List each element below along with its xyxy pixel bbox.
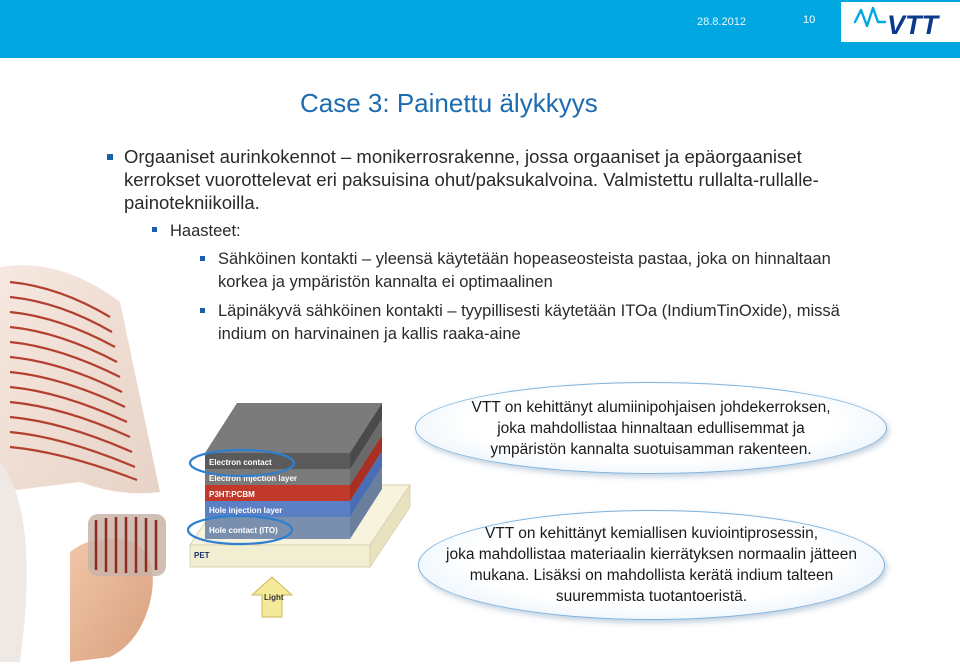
bullet-list [100, 145, 860, 346]
header-bar [0, 0, 960, 58]
layer-electron-contact: Electron contact [209, 458, 272, 467]
vtt-logo [841, 2, 960, 42]
layer-hole-injection: Hole injection layer [209, 506, 283, 515]
layer-active: P3HT:PCBM [209, 490, 255, 499]
main-bullet: Orgaaniset aurinkokennot – monikerrosrakenne, jossa orgaaniset ja epäorgaaniset kerrokset vuorottelevat eri paksuisina ohut/paksukalvoina. Valmistettu rullalta-rullalle-painotekniikoilla. [100, 145, 860, 214]
callout-patterning-text: VTT on kehittänyt kemiallisen kuviointiprosessin, joka mahdollistaa materiaalin kierrätyksen normaalin jätteen mukana. Lisäksi on mahdollista kerätä indium talteen suuremmista tuotantoeristä. [446, 525, 857, 605]
challenges-heading: Haasteet: [170, 220, 860, 242]
pet-label: PET [194, 551, 210, 560]
challenge-item-1: Sähköinen kontakti – yleensä käytetään hopeaseosteista pastaa, joka on hinnaltaan korkea ja ympäristön kannalta ei optimaalinen [218, 248, 860, 294]
solar-film-photo [0, 262, 185, 662]
callout-aluminium-text: VTT on kehittänyt alumiinipohjaisen johdekerroksen, joka mahdollistaa hinnaltaan edullisemmat ja ympäristön kannalta suotuisamman rakenteen. [471, 398, 831, 458]
callout-aluminium-conductor [415, 382, 887, 474]
light-label: Light [264, 593, 284, 602]
layer-hole-contact: Hole contact (ITO) [209, 526, 278, 535]
vtt-logo-text: VTT [887, 10, 938, 40]
challenge-item-2: Läpinäkyvä sähköinen kontakti – tyypillisesti käytetään ITOa (IndiumTinOxide), missä indium on harvinainen ja kallis raaka-aine [218, 300, 860, 346]
slide-number: 10 [803, 14, 816, 26]
slide-title: Case 3: Painettu älykkyys [300, 88, 598, 118]
slide-date: 28.8.2012 [697, 16, 746, 28]
callout-patterning-process [418, 510, 885, 620]
layer-stack-diagram [180, 395, 420, 635]
layer-electron-injection: Electron injection layer [209, 474, 298, 483]
